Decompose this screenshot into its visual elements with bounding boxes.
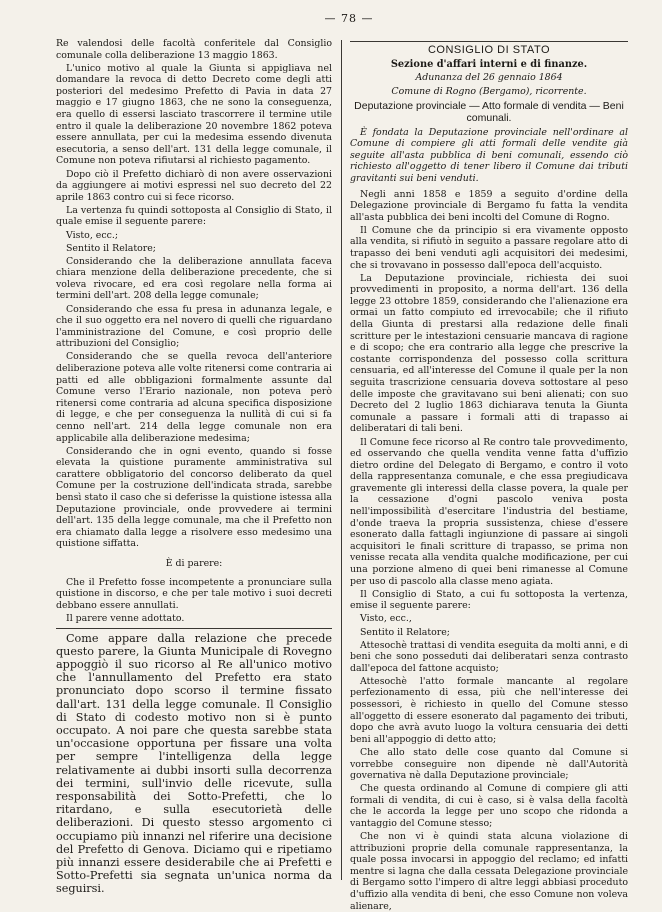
paragraph: Che questa ordinando al Comune di compiere gli atti formali di vendita, di cui è caso, si è valsa della facoltà che le accorda la legge per uno scopo che ridonda a vantaggio del Comune stesso; (350, 783, 628, 829)
paragraph: Visto, ecc.; (66, 229, 118, 241)
divider (350, 41, 628, 42)
paragraph: Considerando che in ogni evento, quando si fosse elevata la quistione puramente amministrativa sul carattere obbligatorio del concorso deliberato da quel Comune per la costruzione dell'indicata strada, sarebbe bensì stato il caso che si deferisse la quistione istessa alla Deputazione provinciale, onde provvedere ai termini dell'art. 135 della legge comunale, ma che il Prefetto non era chiamato dalla legge a risolvere esso medesimo una quistione siffatta. (56, 445, 332, 550)
left-column (56, 38, 332, 896)
section-subtitle: Sezione d'affari interni e di finanze. (390, 58, 588, 70)
paragraph: Il Comune che da principio si era vivamente opposto alla vendita, si rifiutò in seguito a passare regolare atto di trapasso dei beni venduti agli acquisitori dei medesimi, che si trovavano in possesso dall'epoca dell'acquisto. (350, 224, 628, 271)
session-date: Adunanza del 26 gennaio 1864 (415, 72, 563, 84)
petitioner: Comune di Rogno (Bergamo), ricorrente. (391, 85, 587, 97)
paragraph: Re valendosi delle facoltà conferitele dal Consiglio comunale colla deliberazione 13 maggio 1863. (56, 38, 332, 61)
section-title: CONSIGLIO DI STATO (427, 44, 551, 56)
paragraph: Sentito il Relatore; (360, 626, 450, 638)
paragraph: Attesochè l'atto formale mancante al regolare perfezionamento di essa, più che nell'interesse dei possessori, è richiesto in quello del Comune stesso all'oggetto di essere esonerato dal pagamento dei tributi, dopo che avrà avuto luogo la voltura censuaria dei detti beni all'appoggio di detto atto; (350, 675, 628, 745)
paragraph: Visto, ecc., (360, 613, 412, 625)
opinion-heading: È di parere: (165, 557, 223, 569)
case-abstract: È fondata la Deputazione provinciale nell'ordinare al Comune di compiere gli atti formali delle vendite già seguite all'asta pubblica di beni comunali, essendo ciò richiesto all'oggetto di tener libero il Comune dai tributi gravitanti sui beni venduti. (350, 126, 628, 184)
paragraph: Attesochè trattasi di vendita eseguita da molti anni, e di beni che sono posseduti dai deliberatari senza contrasto dall'epoca del fattone acquisto; (350, 639, 628, 674)
paragraph: Che il Prefetto fosse incompetente a pronunciare sulla quistione in discorso, e che per tale motivo i suoi decreti debbano essere annullati. (56, 576, 332, 611)
page-number: — 78 — (324, 12, 374, 25)
paragraph: Il Comune fece ricorso al Re contro tale provvedimento, ed osservando che quella vendita venne fatta d'uffizio dietro ordine del Delegato di Bergamo, e contro il voto della rappresentanza comunale, e che essa pregiudicava gravemente gli interessi della classe povera, la quale per la cessazione d'ogni pascolo veniva posta nell'impossibilità d'esercitare l'industria del bestiame, d'onde traeva la propria sussistenza, chiese d'essere esonerato dalla fattagli ingiunzione di passare ai singoli acquisitori le finali scritture di trapasso, se prima non venisse recata alla vendita qualche modificazione, per cui una porzione almeno di quei beni rimanesse al Comune per uso di pascolo alla classe meno agiata. (350, 436, 628, 587)
paragraph: Il parere venne adottato. (66, 612, 185, 624)
case-subject: Deputazione provinciale — Atto formale di vendita — Beni comunali. (354, 100, 624, 124)
paragraph: Considerando che la deliberazione annullata faceva chiara menzione della deliberazione precedente, che si voleva rivocare, ed era così regolare nella forma ai termini dell'art. 208 della legge comunale; (56, 255, 332, 302)
commentary-paragraph: Come appare dalla relazione che precede questo parere, la Giunta Municipale di Rovegno appoggiò il suo ricorso al Re all'unico motivo che l'annullamento del Prefetto era stato pronunciato dopo scorso il termine fissato dall'art. 131 della legge comunale. Il Consiglio di Stato di codesto motivo non si è punto occupato. A noi pare che questa sarebbe stata un'occasione opportuna per fissare una volta per sempre l'intelligenza della legge relativamente ai dubbi insorti sulla decorrenza dei termini, sull'invio delle ricevute, sulla responsabilità dei Sotto-Prefetti, che lo ritardano, e sulla esecutorietà delle deliberazioni. Di questo stesso argomento ci occupiamo più innanzi nel riferire una decisione del Prefetto di Genova. Diciamo qui e ripetiamo più innanzi essere desiderabile che ai Prefetti e Sotto-Prefetti sia segnata un'unica norma da seguirsi. (56, 631, 332, 896)
paragraph: Considerando che essa fu presa in adunanza legale, e che il suo oggetto era nel novero di quelli che riguardano l'amministrazione del Comune, e così proprio delle attribuzioni del Consiglio; (56, 303, 332, 350)
paragraph: Il Consiglio di Stato, a cui fu sottoposta la vertenza, emise il seguente parere: (350, 588, 628, 612)
right-column (350, 38, 628, 912)
paragraph: L'unico motivo al quale la Giunta si appigliava nel domandare la revoca di detto Decreto come degli atti posteriori del medesimo Prefetto di Pavia in data 27 maggio e 17 giugno 1863, che ne sono la conseguenza, era quello di essersi lasciato trascorrere il termine utile entro il quale la deliberazione 20 novembre 1862 poteva essere annullata, per cui la medesima essendo divenuta esecutoria, a senso dell'art. 131 della legge comunale, il Comune non poteva rifiutarsi al richiesto pagamento. (56, 62, 332, 167)
paragraph: La vertenza fu quindi sottoposta al Consiglio di Stato, il quale emise il seguente parere: (56, 204, 332, 228)
divider (56, 628, 332, 629)
paragraph: Considerando che se quella revoca dell'anteriore deliberazione poteva alle volte ritenersi come contraria ai patti ed alle obbligazioni formalmente assunte dal Comune verso l'Erario nazionale, non poteva però ritenersi come contraria ad alcuna specifica disposizione di legge, e che per conseguenza la nullità di cui si fa cenno nell'art. 214 della legge comunale non era applicabile alla deliberazione medesima; (56, 351, 332, 444)
paragraph: Che non vi è quindi stata alcuna violazione di attribuzioni proprie della comunale rappresentanza, la quale possa invocarsi in appoggio del reclamo; ed infatti mentre si lagna che dalla cessata Delegazione provinciale di Bergamo sotto l'impero di altre leggi abbiasi proceduto d'uffizio alla vendita di beni, che esso Comune non voleva alienare, (350, 831, 628, 912)
column-divider (341, 40, 342, 880)
paragraph: La Deputazione provinciale, richiesta dei suoi provvedimenti in proposito, a norma dell'art. 136 della legge 23 ottobre 1859, considerando che l'alienazione era ormai un fatto compiuto ed irrevocabile; che il rifiuto della Giunta di prestarsi alla redazione delle finali scritture per le intestazioni censuarie mancava di ragione e di scopo; che era contrario alla legge che prescrive la costante corrispondenza del possesso colla scrittura censuaria, ed all'interesse del Comune il quale per la non seguita trascrizione censuaria doveva sottostare al peso delle imposte che gravitavano sui beni alienati; con suo Decreto del 2 luglio 1863 dichiarava tenuta la Giunta comunale a passare i formali atti di trapasso ai deliberatari di tali beni. (350, 272, 628, 435)
paragraph: Dopo ciò il Prefetto dichiarò di non avere osservazioni da aggiungere ai motivi espressi nel suo decreto del 22 aprile 1863 contro cui si fece ricorso. (56, 168, 332, 203)
paragraph: Che allo stato delle cose quanto dal Comune si vorrebbe conseguire non dipende nè dall'Autorità governativa nè dalla Deputazione provinciale; (350, 746, 628, 782)
paragraph: Negli anni 1858 e 1859 a seguito d'ordine della Delegazione provinciale di Bergamo fu fatta la vendita all'asta pubblica dei beni incolti del Comune di Rogno. (350, 188, 628, 223)
paragraph: Sentito il Relatore; (66, 242, 156, 254)
